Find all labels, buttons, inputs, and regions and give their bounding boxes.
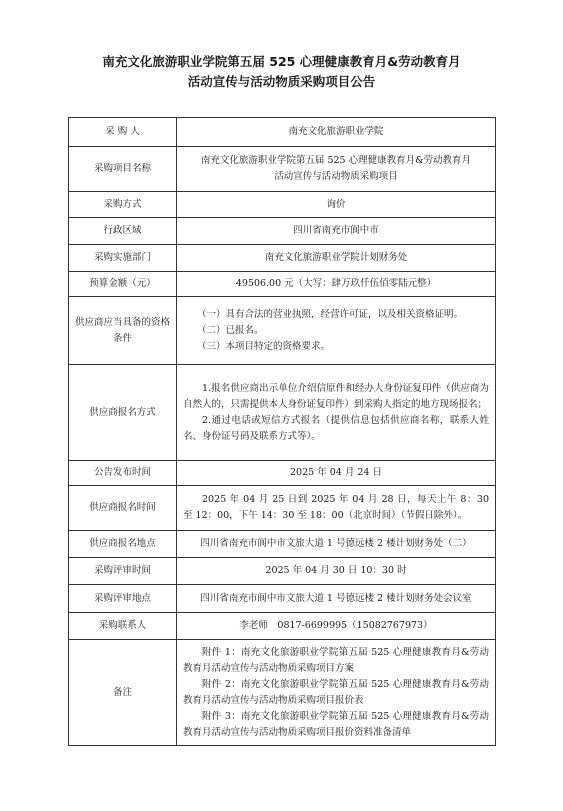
value-contact: 李老师 0817-6699995（15082767973） xyxy=(177,613,496,640)
signup-time-text: 2025 年 04 月 25 日到 2025 年 04 月 28 日，每天上午 8：30 至 12：00，下午 14：30 至 18：00（北京时间）（节假日除外）。 xyxy=(183,494,489,521)
value-method: 询价 xyxy=(177,192,496,218)
value-signup-place: 四川省南充市阆中市文旅大道 1 号德远楼 2 楼计划财务处（二） xyxy=(177,531,496,558)
label-signup-place: 供应商报名地点 xyxy=(69,531,177,558)
label-review-place: 采购评审地点 xyxy=(69,585,177,613)
value-review-time: 2025 年 04 月 30 日 10：30 时 xyxy=(177,558,496,585)
label-dept: 采购实施部门 xyxy=(69,245,177,272)
value-signup-method xyxy=(177,365,496,461)
row-project xyxy=(69,147,496,192)
label-signup-time: 供应商报名时间 xyxy=(69,486,177,531)
label-remarks: 备注 xyxy=(69,640,177,746)
title-line-2: 活动宣传与活动物质采购项目公告 xyxy=(187,74,376,89)
row-signup-method xyxy=(69,365,496,461)
row-method xyxy=(69,192,496,218)
row-budget xyxy=(69,272,496,297)
label-region: 行政区域 xyxy=(69,218,177,245)
value-project-line-2: 活动宣传与活动物质采购项目 xyxy=(274,171,398,182)
row-signup-place xyxy=(69,531,496,558)
label-budget: 预算金额（元） xyxy=(69,272,177,297)
value-region: 四川省南充市阆中市 xyxy=(177,218,496,245)
value-publish-time: 2025 年 04 月 24 日 xyxy=(177,461,496,486)
value-signup-time xyxy=(177,486,496,531)
title-line-1: 南充文化旅游职业学院第五届 525 心理健康教育月&劳动教育月 xyxy=(102,54,461,69)
qualification-item: （二）已报名。 xyxy=(197,324,264,336)
value-budget: 49506.00 元（大写：肆万玖仟伍佰零陆元整） xyxy=(177,272,496,297)
value-project xyxy=(177,147,496,192)
label-project: 采购项目名称 xyxy=(69,147,177,192)
row-purchaser xyxy=(69,118,496,147)
label-method: 采购方式 xyxy=(69,192,177,218)
row-publish-time xyxy=(69,461,496,486)
row-dept xyxy=(69,245,496,272)
procurement-table xyxy=(68,117,496,746)
value-purchaser: 南充文化旅游职业学院 xyxy=(177,118,496,147)
label-purchaser: 采 购 人 xyxy=(69,118,177,147)
label-publish-time: 公告发布时间 xyxy=(69,461,177,486)
value-remarks xyxy=(177,640,496,746)
row-region xyxy=(69,218,496,245)
remark-attachment: 附件 1：南充文化旅游职业学院第五届 525 心理健康教育月&劳动教育月活动宣传与活动物质采购项目方案 xyxy=(183,646,489,674)
qualification-item: （一）具有合法的营业执照，经营许可证，以及相关资格证明。 xyxy=(197,308,464,320)
row-review-place xyxy=(69,585,496,613)
signup-method-para-1: 1.报名供应商出示单位介绍信原件和经办人身份证复印件（供应商为自然人的，只需提供本人身份证复印件）到采购人指定的地方现场报名； xyxy=(183,382,489,410)
row-qualification xyxy=(69,297,496,365)
remark-attachment: 附件 3：南充文化旅游职业学院第五届 525 心理健康教育月&劳动教育月活动宣传与活动物质采购项目报价资料准备清单 xyxy=(183,710,489,738)
document-title xyxy=(0,52,563,92)
row-signup-time xyxy=(69,486,496,531)
value-review-place: 四川省南充市阆中市文旅大道 1 号德远楼 2 楼计划财务处会议室 xyxy=(177,585,496,613)
label-review-time: 采购评审时间 xyxy=(69,558,177,585)
row-contact xyxy=(69,613,496,640)
remark-attachment: 附件 2：南充文化旅游职业学院第五届 525 心理健康教育月&劳动教育月活动宣传与活动物质采购项目报价表 xyxy=(183,678,489,706)
label-contact: 采购联系人 xyxy=(69,613,177,640)
label-qualification: 供应商应当具备的资格条件 xyxy=(69,297,177,365)
label-signup-method: 供应商报名方式 xyxy=(69,365,177,461)
row-review-time xyxy=(69,558,496,585)
value-project-line-1: 南充文化旅游职业学院第五届 525 心理健康教育月&劳动教育月 xyxy=(200,155,472,166)
value-qualification xyxy=(177,297,496,365)
signup-method-para-2: 2.通过电话或短信方式报名（提供信息包括供应商名称，联系人姓名、身份证号码及联系方式等）。 xyxy=(183,414,489,442)
qualification-item: （三）本项目特定的资格要求。 xyxy=(197,340,331,352)
row-remarks xyxy=(69,640,496,746)
value-dept: 南充文化旅游职业学院计划财务处 xyxy=(177,245,496,272)
